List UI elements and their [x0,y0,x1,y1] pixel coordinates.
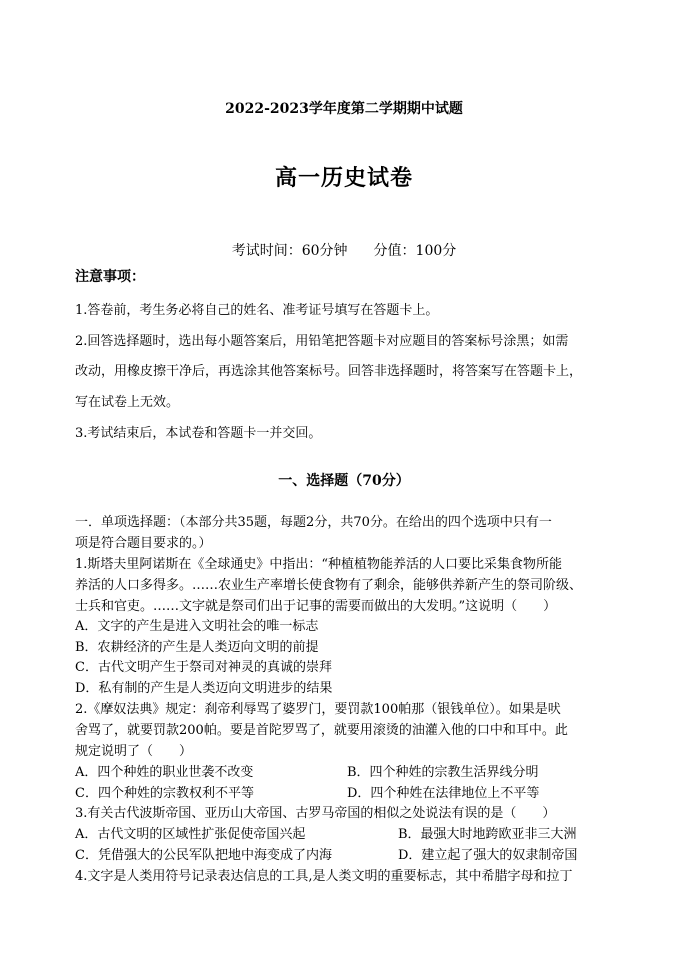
q1-option-d: D．私有制的产生是人类迈向文明进步的结果 [75,681,333,696]
q3-option-b: B．最强大时地跨欧亚非三大洲 [398,827,577,842]
q2-stem-line-3: 规定说明了（ ） [75,744,193,759]
q1-option-c: C．古代文明产生于祭司对神灵的真诚的崇拜 [75,660,332,675]
paper-title: 高一历史试卷 [274,165,413,191]
q2-option-d: D．四个种姓在法律地位上不平等 [347,786,540,801]
note-item-3: 3.考试结束后，本试卷和答题卡一并交回。 [75,426,322,441]
q1-option-b: B．农耕经济的产生是人类迈向文明的前提 [75,640,319,655]
q2-stem-line-2: 舍骂了，就要罚款200帕。要是首陀罗骂了，就要用滚烫的油灌入他的口中和耳中。此 [75,723,568,738]
q2-option-a: A．四个种姓的职业世袭不改变 [75,765,254,780]
exam-info [0,242,688,260]
q1-stem-line-1: 1.斯塔夫里阿诺斯在《全球通史》中指出：“种植植物能养活的人口要比采集食物所能 [75,557,563,572]
note-item-2-line-3: 写在试卷上无效。 [75,395,180,410]
q1-stem-line-3: 士兵和官吏。……文字就是祭司们出于记事的需要而做出的大发明。”这说明（ ） [75,599,557,614]
q2-option-b: B．四个种姓的宗教生活界线分明 [347,765,539,780]
q3-option-c: C．凭借强大的公民军队把地中海变成了内海 [75,848,332,863]
note-item-2-line-2: 改动，用橡皮擦干净后，再选涂其他答案标号。回答非选择题时，将答案写在答题卡上， [75,364,583,379]
note-item-1: 1.答卷前，考生务必将自己的姓名、准考证号填写在答题卡上。 [75,303,439,318]
q3-option-d: D．建立起了强大的奴隶制帝国 [398,848,578,863]
note-item-2-line-1: 2.回答选择题时，选出每小题答案后，用铅笔把答题卡对应题目的答案标号涂黑；如需 [75,334,569,349]
q2-option-c: C．四个种姓的宗教权利不平等 [75,786,254,801]
q3-stem: 3.有关古代波斯帝国、亚历山大帝国、古罗马帝国的相似之处说法有误的是（ ） [75,806,556,821]
q1-option-a: A．文字的产生是进入文明社会的唯一标志 [75,619,319,634]
time-info: 考试时间：60分钟 [231,243,348,259]
section-intro-line-2: 项是符合题目要求的。） [75,536,212,551]
exam-title: 2022-2023学年度第二学期期中试题 [225,101,463,117]
notes-heading: 注意事项： [75,269,145,285]
q1-stem-line-2: 养活的人口多得多。……农业生产率增长使食物有了剩余，能够供养新产生的祭司阶级、 [75,578,583,593]
section-intro-line-1: 一．单项选择题：（本部分共35题，每题2分，共70分。在给出的四个选项中只有一 [75,515,552,530]
q3-option-a: A．古代文明的区域性扩张促使帝国兴起 [75,827,306,842]
score-info: 分值：100分 [373,243,457,259]
section-title: 一、选择题（70分） [278,473,410,489]
q2-stem-line-1: 2.《摩奴法典》规定：刹帝利辱骂了婆罗门，要罚款100帕那（银钱单位）。如果是吠 [75,702,561,717]
q4-stem-line-1: 4.文字是人类用符号记录表达信息的工具,是人类文明的重要标志，其中希腊字母和拉丁 [75,869,573,884]
